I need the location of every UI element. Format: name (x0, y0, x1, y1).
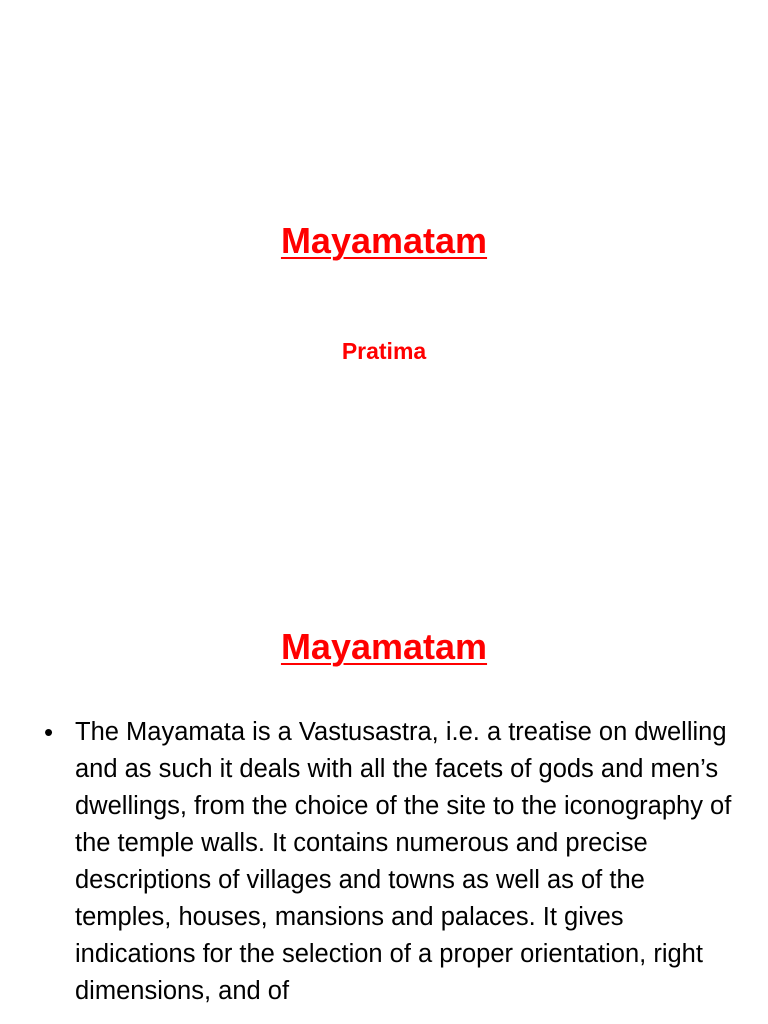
bullet-icon: • (44, 717, 54, 747)
bullet-list (44, 714, 744, 1010)
slide-subtitle: Pratima (341, 338, 427, 364)
section-title: Mayamatam (280, 626, 488, 667)
slide-title: Mayamatam (280, 220, 488, 261)
bullet-paragraph: The Mayamata is a Vastusastra, i.e. a treatise on dwelling and as such it deals with all the facets of gods and men’s dwellings, from the choice of the site to the iconography of the temple walls. It contains numerous and precise descriptions of villages and towns as well as of the temples, houses, mansions and palaces. It gives indications for the selection of a proper orientation, right dimensions, and of (75, 718, 732, 1005)
